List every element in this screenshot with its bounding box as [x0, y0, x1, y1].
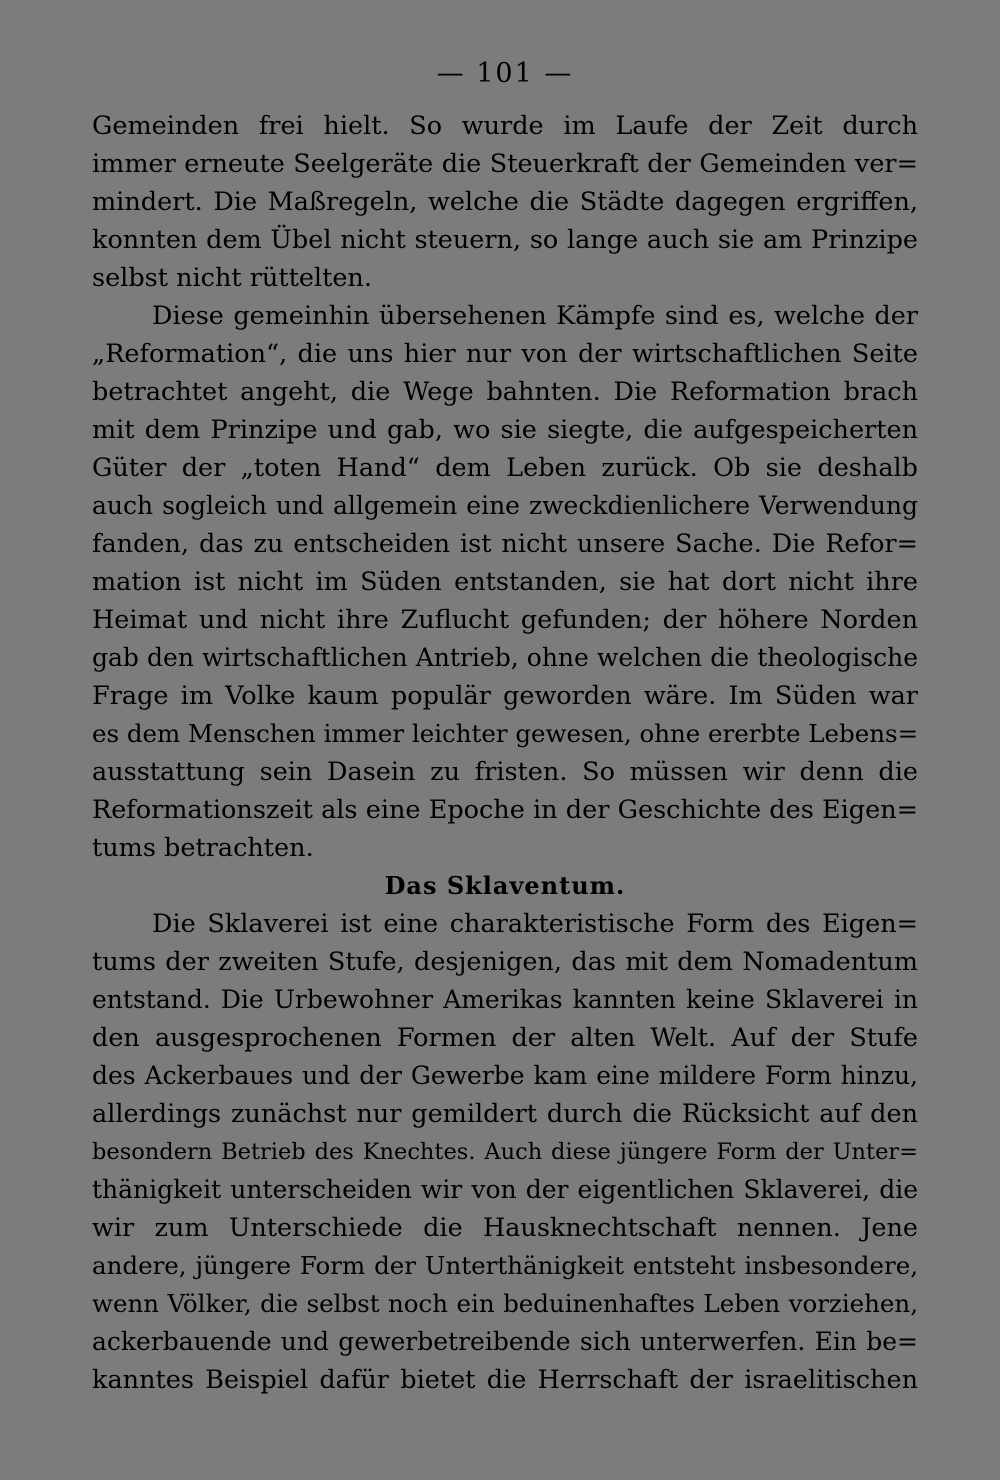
text-line: mit dem Prinzipe und gab, wo sie siegte, die aufgespeicherten — [92, 415, 918, 445]
text-line: kanntes Beispiel dafür bietet die Herrschaft der israelitischen — [92, 1365, 918, 1395]
text-line: konnten dem Übel nicht steuern, so lange auch sie am Prinzipe — [92, 225, 918, 255]
text-line: Gemeinden frei hielt. So wurde im Laufe der Zeit durch — [92, 111, 918, 141]
section-heading: Das Sklaventum. — [384, 871, 626, 900]
text-line: betrachtet angeht, die Wege bahnten. Die Reformation brach — [92, 377, 918, 407]
text-line: tums der zweiten Stufe, desjenigen, das mit dem Nomadentum — [92, 947, 918, 977]
text-line: allerdings zunächst nur gemildert durch die Rücksicht auf den — [92, 1099, 918, 1129]
text-line: selbst nicht rüttelten. — [92, 263, 372, 293]
text-line: immer erneute Seelgeräte die Steuerkraft der Gemeinden ver= — [92, 149, 918, 179]
text-line: andere, jüngere Form der Unterthänigkeit entsteht insbesondere, — [92, 1251, 918, 1280]
text-line: mation ist nicht im Süden entstanden, sie hat dort nicht ihre — [92, 567, 918, 597]
text-line: thänigkeit unterscheiden wir von der eigentlichen Sklaverei, die — [92, 1175, 918, 1204]
text-line: ackerbauende und gewerbetreibende sich unterwerfen. Ein be= — [92, 1327, 918, 1356]
text-line: Güter der „toten Hand“ dem Leben zurück. Ob sie deshalb — [92, 453, 918, 483]
text-line: es dem Menschen immer leichter gewesen, ohne ererbte Lebens= — [92, 719, 918, 748]
text-line: fanden, das zu entscheiden ist nicht unsere Sache. Die Refor= — [92, 529, 918, 559]
text-line: wir zum Unterschiede die Hausknechtschaft nennen. Jene — [92, 1213, 918, 1243]
page-number: — 101 — — [436, 58, 574, 89]
text-line: Frage im Volke kaum populär geworden wäre. Im Süden war — [92, 681, 918, 711]
text-line: wenn Völker, die selbst noch ein beduinenhaftes Leben vorziehen, — [92, 1289, 918, 1318]
text-line: Die Sklaverei ist eine charakteristische Form des Eigen= — [152, 909, 918, 939]
text-line: gab den wirtschaftlichen Antrieb, ohne welchen die theologische — [92, 643, 918, 672]
text-line: Heimat und nicht ihre Zuflucht gefunden; der höhere Norden — [92, 605, 918, 635]
text-line: Diese gemeinhin übersehenen Kämpfe sind es, welche der — [152, 301, 918, 331]
text-line: auch sogleich und allgemein eine zweckdienlichere Verwendung — [92, 491, 918, 520]
text-line: mindert. Die Maßregeln, welche die Städte dagegen ergriffen, — [92, 187, 918, 217]
text-line: entstand. Die Urbewohner Amerikas kannten keine Sklaverei in — [92, 985, 918, 1014]
text-line: des Ackerbaues und der Gewerbe kam eine mildere Form hinzu, — [92, 1061, 918, 1090]
text-line: den ausgesprochenen Formen der alten Welt. Auf der Stufe — [92, 1023, 918, 1053]
text-line: Reformationszeit als eine Epoche in der Geschichte des Eigen= — [92, 795, 918, 825]
book-page — [92, 52, 918, 1452]
text-line: besondern Betrieb des Knechtes. Auch diese jüngere Form der Unter= — [92, 1139, 918, 1165]
text-line: tums betrachten. — [92, 833, 314, 863]
text-line: ausstattung sein Dasein zu fristen. So müssen wir denn die — [92, 757, 918, 787]
text-line: „Reformation“, die uns hier nur von der wirtschaftlichen Seite — [92, 339, 918, 369]
